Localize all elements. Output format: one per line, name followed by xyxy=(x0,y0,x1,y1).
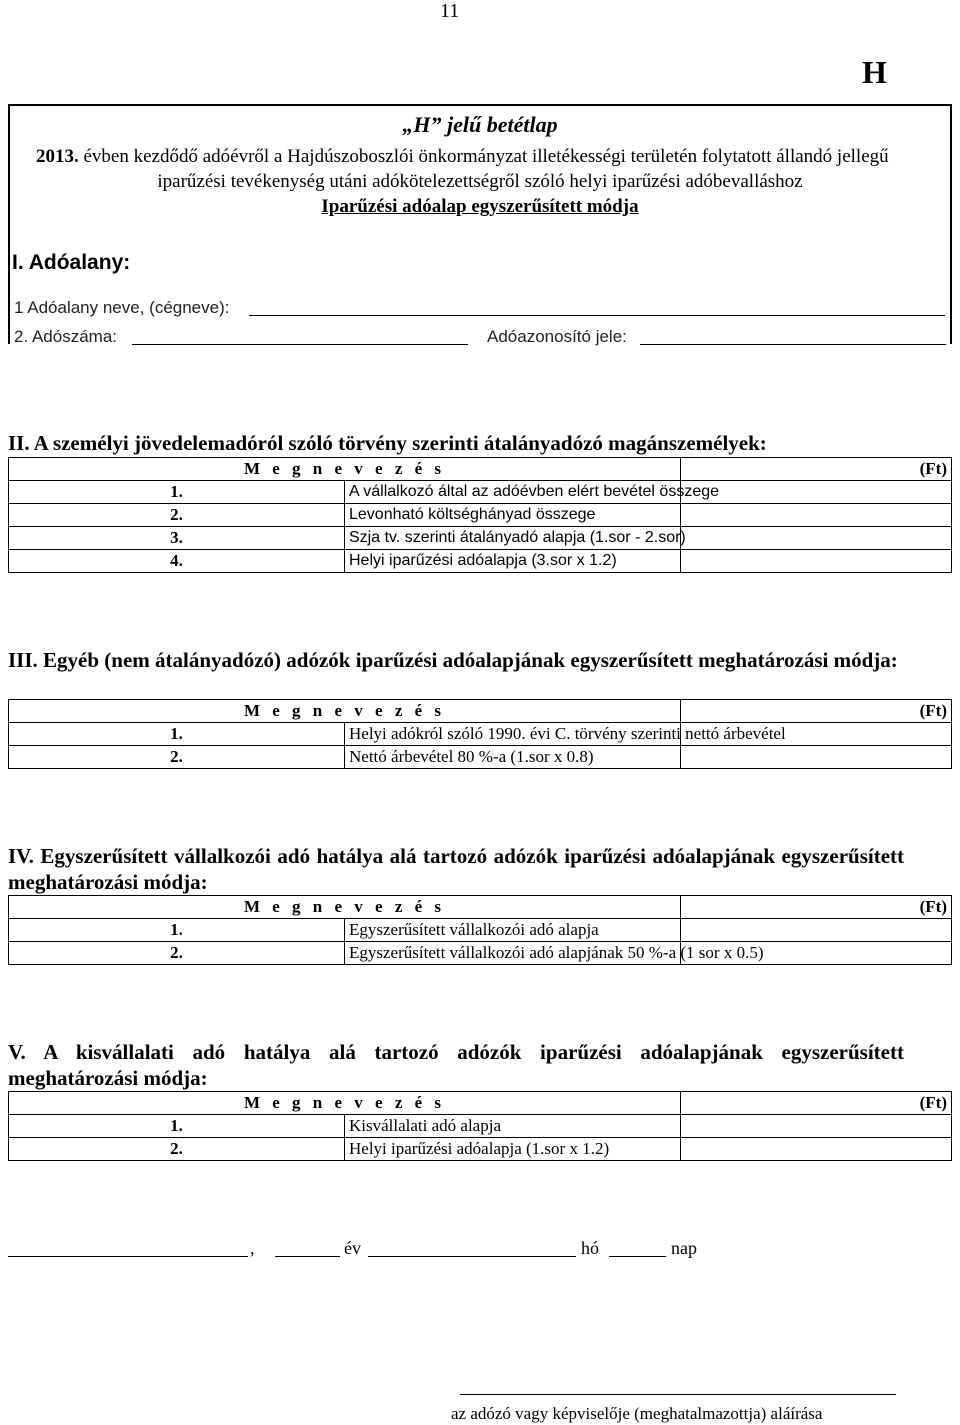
section-1-heading: I. Adóalany: xyxy=(12,251,131,274)
table-row xyxy=(9,919,952,942)
amount-cell[interactable] xyxy=(681,527,952,550)
table-header-row xyxy=(9,458,952,481)
table-header-row xyxy=(9,1092,952,1115)
section-4-table xyxy=(8,895,952,965)
column-header: M e g n e v e z é s xyxy=(9,458,681,481)
row-label: Helyi iparűzési adóalapja (3.sor x 1.2) xyxy=(345,550,681,573)
intro-line-1-text: évben kezdődő adóévről a Hajdúszoboszlói önkormányzat illetékességi területén folytatott állandó jellegű xyxy=(78,146,889,167)
day-field[interactable] xyxy=(609,1256,666,1257)
amount-cell[interactable] xyxy=(681,1138,952,1161)
unit-header: (Ft) xyxy=(681,896,952,919)
table-row xyxy=(9,1138,952,1161)
table-row xyxy=(9,746,952,769)
table-row xyxy=(9,942,952,965)
row-number: 1. xyxy=(9,723,345,746)
signature-line[interactable] xyxy=(460,1394,896,1395)
row-label: Nettó árbevétel 80 %-a (1.sor x 0.8) xyxy=(345,746,681,769)
taxpayer-name-field[interactable] xyxy=(249,315,945,316)
table-header-row xyxy=(9,896,952,919)
tax-number-field[interactable] xyxy=(132,344,468,345)
row-label: Helyi iparűzési adóalapja (1.sor x 1.2) xyxy=(345,1138,681,1161)
row-number: 2. xyxy=(9,1138,345,1161)
table-row xyxy=(9,1115,952,1138)
place-field[interactable] xyxy=(8,1256,248,1257)
amount-cell[interactable] xyxy=(681,550,952,573)
date-comma: , xyxy=(250,1238,255,1258)
row-number: 2. xyxy=(9,746,345,769)
table-row xyxy=(9,527,952,550)
table-header-row xyxy=(9,700,952,723)
tax-id-field[interactable] xyxy=(640,344,946,345)
row-label: Helyi adókról szóló 1990. évi C. törvény szerinti nettó árbevétel xyxy=(345,723,681,746)
month-field[interactable] xyxy=(368,1256,576,1257)
document-title: „H” jelű betétlap xyxy=(402,112,558,137)
year-label: év xyxy=(344,1238,361,1258)
row-label: Egyszerűsített vállalkozói adó alapja xyxy=(345,919,681,942)
row-label: Levonható költséghányad összege xyxy=(345,504,681,527)
row-number: 2. xyxy=(9,942,345,965)
table-row xyxy=(9,481,952,504)
section-letter: H xyxy=(862,54,887,90)
row-label: Egyszerűsített vállalkozói adó alapjának 50 %-a (1 sor x 0.5) xyxy=(345,942,681,965)
row-number: 3. xyxy=(9,527,345,550)
tax-number-label: 2. Adószáma: xyxy=(14,327,118,346)
intro-line-2: iparűzési tevékenység utáni adókötelezettségről szóló helyi iparűzési adóbevalláshoz xyxy=(157,171,803,192)
section-3-heading: III. Egyéb (nem átalányadózó) adózók iparűzési adóalapjának egyszerűsített meghatározási módja: xyxy=(8,648,898,672)
signature-caption: az adózó vagy képviselője (meghatalmazottja) aláírása xyxy=(451,1404,823,1423)
row-number: 1. xyxy=(9,919,345,942)
page-number: 11 xyxy=(440,0,460,22)
row-label: A vállalkozó által az adóévben elért bevétel összege xyxy=(345,481,681,504)
unit-header: (Ft) xyxy=(681,458,952,481)
unit-header: (Ft) xyxy=(681,1092,952,1115)
intro-subtitle: Iparűzési adóalap egyszerűsített módja xyxy=(321,196,639,217)
section-2-heading: II. A személyi jövedelemadóról szóló törvény szerinti átalányadózó magánszemélyek: xyxy=(8,431,767,455)
year-field[interactable] xyxy=(275,1256,340,1257)
section-5-table xyxy=(8,1091,952,1161)
table-row xyxy=(9,723,952,746)
column-header: M e g n e v e z é s xyxy=(9,896,681,919)
row-number: 4. xyxy=(9,550,345,573)
taxpayer-name-label: 1 Adóalany neve, (cégneve): xyxy=(14,298,230,317)
column-header: M e g n e v e z é s xyxy=(9,700,681,723)
table-row xyxy=(9,504,952,527)
row-number: 1. xyxy=(9,481,345,504)
day-label: nap xyxy=(671,1238,697,1258)
section-2-table xyxy=(8,457,952,573)
amount-cell[interactable] xyxy=(681,481,952,504)
row-label: Szja tv. szerinti átalányadó alapja (1.sor - 2.sor) xyxy=(345,527,681,550)
amount-cell[interactable] xyxy=(681,919,952,942)
section-3-table xyxy=(8,699,952,769)
section-5-heading: V. A kisvállalati adó hatálya alá tartozó adózók iparűzési adóalapjának egyszerűsített meghatározási módja: xyxy=(8,1040,904,1090)
unit-header: (Ft) xyxy=(681,700,952,723)
row-number: 2. xyxy=(9,504,345,527)
intro-line-1 xyxy=(36,146,889,168)
row-number: 1. xyxy=(9,1115,345,1138)
tax-id-label: Adóazonosító jele: xyxy=(487,327,627,346)
amount-cell[interactable] xyxy=(681,746,952,769)
amount-cell[interactable] xyxy=(681,1115,952,1138)
intro-year: 2013. xyxy=(36,146,79,167)
section-4-heading: IV. Egyszerűsített vállalkozói adó hatálya alá tartozó adózók iparűzési adóalapjának egyszerűsített meghatározási módja: xyxy=(8,844,904,894)
column-header: M e g n e v e z é s xyxy=(9,1092,681,1115)
amount-cell[interactable] xyxy=(681,504,952,527)
table-row xyxy=(9,550,952,573)
row-label: Kisvállalati adó alapja xyxy=(345,1115,681,1138)
month-label: hó xyxy=(581,1238,599,1258)
